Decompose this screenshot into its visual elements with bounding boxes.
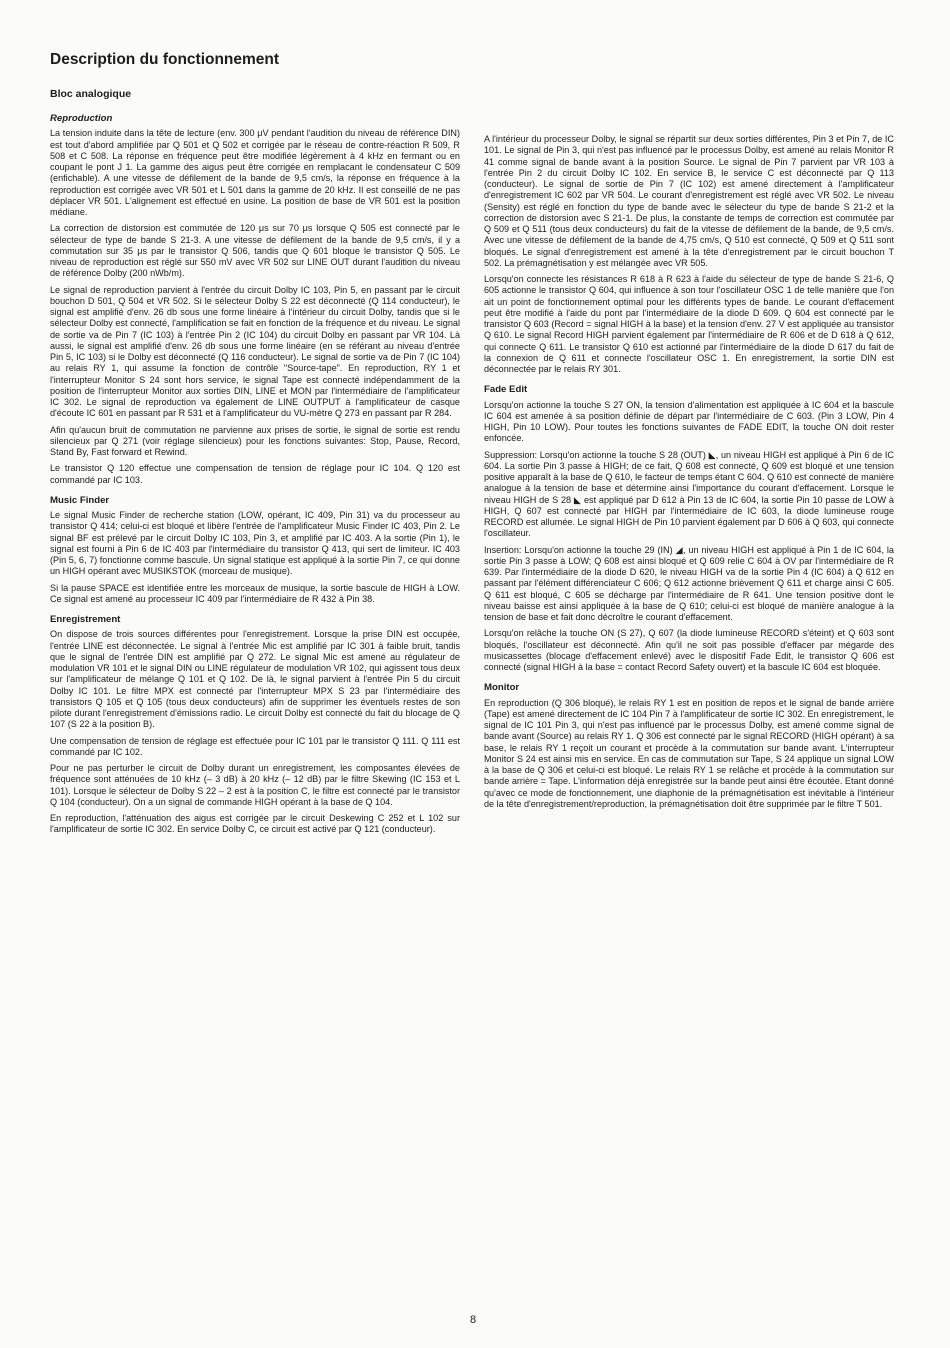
paragraph-enregistrement-4: En reproduction, l'atténuation des aigus est corrigée par le circuit Deskewing C 252 et L 102 sur l'amplificateur de sortie IC 302. En service Dolby C, ce circuit est activé par Q 121 (conducteur). xyxy=(50,813,460,835)
right-column xyxy=(484,134,894,1294)
page-number: 8 xyxy=(470,1314,477,1326)
paragraph-reproduction-5: Le transistor Q 120 effectue une compensation de tension de réglage pour IC 104. Q 120 est commandé par IC 103. xyxy=(50,463,460,485)
heading-music-finder: Music Finder xyxy=(50,494,110,506)
paragraph-fade-edit-2: Suppression: Lorsqu'on actionne la touche S 28 (OUT) ◣, un niveau HIGH est appliqué à Pin 6 de IC 604. La sortie Pin 3 passe à HIGH; de ce fait, Q 608 est connecté, Q 609 est bloqué et une tension positive apparaît à la base de Q 610, le facteur de temps étant C 604. Q 610 est connecté de manière analogue à la tension de base et détermine ainsi l'importance du courant d'effacement. Lorsque le niveau HIGH de S 28 ◣ est appliqué par D 612 à Pin 13 de IC 604, la sortie Pin 10 passe de LOW à HIGH, Q 607 est connecté par HIGH par l'intermédiaire de IC 603, la diode lumineuse rouge RECORD est allumée. Le signal HIGH de Pin 10 parvient également par D 606 à Q 603, qui connecte l'oscillateur. xyxy=(484,449,894,539)
paragraph-reproduction-1: La tension induite dans la tête de lecture (env. 300 μV pendant l'audition du niveau de référence DIN) est tout d'abord amplifiée par Q 501 et Q 502 et corrigée par le réseau de contre-réaction R 509, R 508 et C 508. La réponse en fréquence peut être modifiée légèrement à 4 kHz en fermant ou en coupant le pont J 1. La gamme des aigus peut être corrigée en remplacant le condensateur C 509 (enfichable). A une vitesse de défilement de la bande de 9,5 cm/s, la réponse en fréquence à la reproduction est corrigée avec VR 501 et L 501 dans la gamme de 20 kHz. Il est conseillé de ne pas déplacer VR 501. L'alignement est effectué en usine. La position de base de VR 501 est la position médiane. xyxy=(50,128,460,217)
paragraph-music-finder-2: Si la pause SPACE est identifiée entre les morceaux de musique, la sortie bascule de HIGH à LOW. Ce signal est amené au processeur IC 409 par l'intermédiaire de R 432 à Pin 38. xyxy=(50,582,460,604)
paragraph-reproduction-4: Afin qu'aucun bruit de commutation ne parvienne aux prises de sortie, le signal de sortie est rendu silencieux par Q 271 (voir réglage silencieux) pour les fonctions suivantes: Stop, Pause, Record, Stand By, Fast forward et Rewind. xyxy=(50,424,460,457)
heading-reproduction: Reproduction xyxy=(50,113,113,124)
heading-monitor: Monitor xyxy=(484,682,520,694)
paragraph-enregistrement-2: Une compensation de tension de réglage est effectuée pour IC 101 par le transistor Q 111. Q 111 est commandé par IC 102. xyxy=(50,735,460,757)
paragraph-reproduction-3: Le signal de reproduction parvient à l'entrée du circuit Dolby IC 103, Pin 5, en passant par le circuit bouchon D 501, Q 504 et VR 502. Si le sélecteur Dolby S 22 est déconnecté (Q 114 conducteur), le signal est amplifié d'env. 26 db sous une forme linéaire à l'intérieur du circuit Dolby, tandis que si le sélecteur Dolby est connecté, l'amplification se fait en fonction de la fréquence et du niveau. Le signal de sortie va de Pin 7 (IC 103) à l'entrée Pin 2 (IC 104) du circuit Dolby en passant par VR 104. Là aussi, le signal est amplifié d'env. 26 db sous une forme linéaire (en se référant au niveau d'entrée Pin 5, IC 103) si le Dolby est déconnecté (Q 116 conducteur). Le signal de sortie va de Pin 7 (IC 104) au relais RY 1, qui assume la fonction de contrôle "Source-tape". En reproduction, RY 1 et l'interrupteur Monitor S 24 sont hors service, le signal Tape est connecté indépendamment de la position de l'interrupteur Monitor aux sorties DIN, LINE et MON par l'intermédiaire de l'amplificateur IC 302. Le signal de reproduction va également de LINE OUTPUT à l'amplificateur de casque d'écoute IC 601 en passant par R 531 et à l'amplificateur du VU-mètre Q 273 en passant par R 284. xyxy=(50,284,460,419)
paragraph-enregistrement-3: Pour ne pas perturber le circuit de Dolby durant un enregistrement, les composantes élevées de fréquence sont atténuées de 10 kHz (– 3 dB) à 20 kHz (– 12 dB) par le filtre Skewing (IC 153 et L 101). Lorsque le sélecteur de Dolby S 22 – 2 est à la position C, le filtre est connecté par le transistor Q 104 (conducteur). On a un signal de commande HIGH opérant à la base de Q 104. xyxy=(50,763,460,807)
paragraph-fade-edit-1: Lorsqu'on actionne la touche S 27 ON, la tension d'alimentation est appliquée à IC 604 et la bascule IC 604 est amenée à sa position définie de départ par l'intermédiaire de C 603. (Pin 3 LOW, Pin 4 HIGH, Pin 10 LOW). Pour toutes les fonctions suivantes de FADE EDIT, la touche ON doit rester enfoncée. xyxy=(484,399,894,444)
left-column xyxy=(50,113,460,1293)
paragraph-fade-edit-4: Lorsqu'on relâche la touche ON (S 27), Q 607 (la diode lumineuse RECORD s'éteint) et Q 603 sont bloqués, l'oscillateur est déconnecté. Afin qu'il ne soit pas possible d'effacer par mégarde des musicassettes (blocage d'effacement enlevé) avec le dispositif Fade Edit, le transistor Q 606 est connecté (signal HIGH à la base = contact Record Safety ouvert) et la bascule IC 604 est bloquée. xyxy=(484,628,894,672)
page-title: Description du fonctionnement xyxy=(50,51,280,68)
paragraph-music-finder-1: Le signal Music Finder de recherche station (LOW, opérant, IC 409, Pin 31) va du processeur au transistor Q 414; celui-ci est bloqué et libère l'entrée de l'amplificateur Music Finder IC 403, Pin 2. Le signal BF est prélevé par le circuit Dolby IC 103, Pin 3, et amplifié par IC 403. A la sortie (Pin 1), le signal est fourni à Pin 6 de IC 403 par l'intermédiaire du transistor Q 413, qui sert de limiteur. IC 403 (Pin 5, 6, 7) fonctionne comme bascule. Un signal statique est appliqué à la sortie Pin 7, ce qui donne un HIGH opérant avec MUSIKSTOK (morceau de musique). xyxy=(50,510,460,577)
paragraph-dolby-2: Lorsqu'on connecte les résistances R 618 à R 623 à l'aide du sélecteur de type de bande S 21-6, Q 605 actionne le transistor Q 604, qui influence à son tour l'oscillateur OSC 1 de telle manière que l'on ait un point de fonctionnement optimal pour les différents types de bande. Le courant d'effacement peut être modifié à l'aide du pont par l'intermédiaire de la diode D 609. Q 604 est connecté par le transistor Q 603 (Record = signal HIGH à la base) et la tension d'env. 27 V est appliquée au transistor Q 610. Le signal Record HIGH parvient également par l'intermédiaire de R 606 et de D 618 à Q 612, qui connecte Q 611. Le transistor Q 610 est actionné par l'intermédiaire de la diode D 617 du fait de la connexion de Q 611 et connecte l'oscillateur OSC 1. En enregistrement, la sortie DIN est déconnectée par le relais RY 301. xyxy=(484,274,894,374)
heading-enregistrement: Enregistrement xyxy=(50,614,121,625)
paragraph-enregistrement-1: On dispose de trois sources différentes pour l'enregistrement. Lorsque la prise DIN est occupée, l'entrée LINE est déconnectée. Le signal à l'entrée Mic est amplifié par IC 301 à faible bruit, tandis que le signal de l'entrée DIN est amplifié par Q 272. Le signal Mic est amené au régulateur de modulation VR 101 et le signal DIN ou LINE régulateur de modulation VR 102, qui agissent tous deux sur l'amplificateur de mélange Q 101 et Q 102. De là, le signal parvient à l'entrée Pin 5 du circuit Dolby IC 101. Le filtre MPX est connecté par l'interrupteur MPX S 23 par l'intermédiaire des transistors Q 105 et Q 105 (tous deux conducteurs) afin de supprimer les éventuels restes de son pilote durant l'enregistrement d'émissions radio. Le circuit Dolby est connecté du fait du blocage de Q 107 (S 22 à la position B). xyxy=(50,629,460,730)
heading-fade-edit: Fade Edit xyxy=(484,384,528,396)
paragraph-monitor-1: En reproduction (Q 306 bloqué), le relais RY 1 est en position de repos et le signal de bande arrière (Tape) est amené directement de IC 104 Pin 7 à l'amplificateur de sortie IC 302. En enregistrement, le signal de IC 101 Pin 3, qui n'est pas influencé par le processus Dolby, est amené comme signal de bande avant (Source) au relais RY 1. Q 306 est connecté par le signal RECORD (HIGH opérant) à sa base, le relais RY 1 reçoit un courant et procède à la commutation sur bande avant. L'interrupteur Monitor S 24 est ainsi mis en service. En cas de commutation sur Tape, S 24 applique un signal LOW à la base de Q 306 et celui-ci est bloqué. Le relais RY 1 se relâche et procède à la commutation sur bande arrière = Tape. L'information déjà enregistrée sur la bande peut ainsi être écoutée. Etant donné qu'avec ce mode de fonctionnement, une diaphonie de la prémagnétisation est inévitable à l'intérieur de la tête d'enregistrement/reproduction, la prémagnétisation doit être supprimée par le filtre T 501. xyxy=(484,697,894,809)
section-title: Bloc analogique xyxy=(50,88,132,100)
paragraph-reproduction-2: La correction de distorsion est commutée de 120 μs sur 70 μs lorsque Q 505 est connecté par le sélecteur de type de bande S 21-3. A une vitesse de défilement de la bande de 9,5 cm/s, il y a commutation sur 35 μs par le transistor Q 506, tandis que Q 601 bloque le transistor Q 505. Le niveau de reproduction est réglé sur 550 mV avec VR 502 sur LINE OUT durant l'audition du niveau de référence Dolby (200 nWb/m). xyxy=(50,223,460,279)
paragraph-fade-edit-3: Insertion: Lorsqu'on actionne la touche 29 (IN) ◢, un niveau HIGH est appliqué à Pin 1 de IC 604, la sortie Pin 3 passe à LOW; Q 608 est ainsi bloqué et Q 609 relie C 604 à OV par l'intermédiaire de R 639. Par l'intermédiaire de la diode D 620, le niveau HIGH va de la sortie Pin 4 (IC 604) à Q 612 en passant par l'élément différenciateur C 606; Q 612 actionne brièvement Q 611 et charge ainsi C 605. Q 611 est bloqué, C 605 se décharge par l'intermédiaire de R 641. Une tension positive dont le niveau baisse est ainsi appliquée à la base de Q 610; celui-ci est bloqué de manière analogue à la tension de base et fait donc décroître le courant d'effacement. xyxy=(484,544,894,622)
paragraph-dolby-1: A l'intérieur du processeur Dolby, le signal se répartit sur deux sorties différentes, Pin 3 et Pin 7, de IC 101. Le signal de Pin 3, qui n'est pas influencé par le processus Dolby, est amené au relais Monitor R 41 comme signal de bande avant à la position Source. Le signal de Pin 7 parvient par VR 103 à l'entrée Pin 2 du circuit Dolby IC 102. En service B, le service C est déconnecté par Q 113 (conducteur). Le signal de sortie de Pin 7 (IC 102) est amené directement à l'amplificateur d'enregistrement IC 602 par VR 504. Le courant d'enregistrement est réglé avec VR 502. Le niveau (Sensity) est réglé en fonction du type de bande avec le sélecteur du type de bande S 21-2 et la correction de distorsion avec S 21-1. De plus, la constante de temps de correction est commutée par Q 509 et Q 511 (tous deux conducteurs) du fait de la vitesse de défilement de la bande, de 9,5 cm/s. Avec une vitesse de défilement de la bande de 4,75 cm/s, Q 510 est connecté, Q 509 et Q 511 sont bloqués. Le signal d'enregistrement est amené à la tête d'enregistrement par le circuit bouchon T 502. La prémagnétisation y est mélangée avec VR 505. xyxy=(484,134,894,268)
